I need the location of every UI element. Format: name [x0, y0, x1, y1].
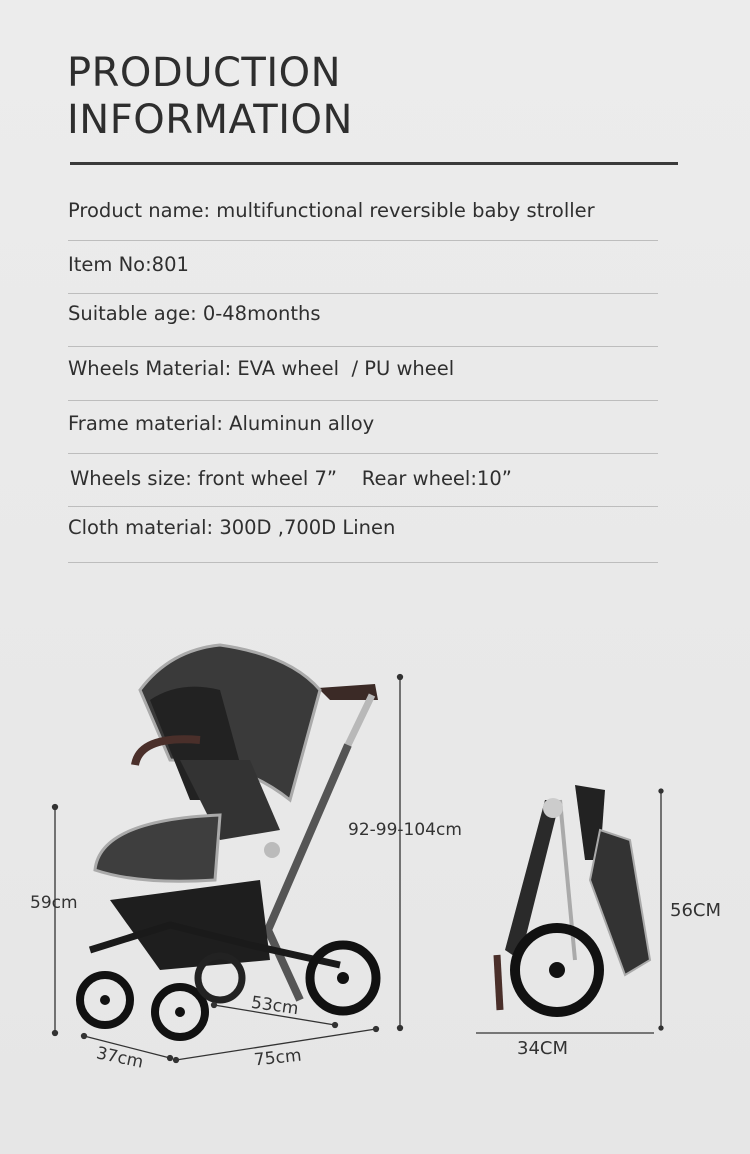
dim-width: 37cm [94, 1043, 146, 1073]
title-line-1: PRODUCTION [67, 50, 342, 96]
dim-folded-height: 56CM [670, 900, 722, 921]
dim-length: 75cm [253, 1045, 303, 1071]
dim-unfolded-height: 92-99-104cm [348, 820, 462, 840]
spec-frame-material: Frame material: Aluminun alloy [68, 412, 658, 454]
dim-folded-width: 34CM [517, 1038, 569, 1059]
title-line-2: INFORMATION [67, 97, 353, 143]
dim-wheel-track: 53cm [249, 992, 300, 1020]
spec-suitable-age: Suitable age: 0-48months [68, 302, 658, 347]
unfolded-stroller [80, 645, 378, 1037]
spec-wheels-size: Wheels size: front wheel 7” Rear wheel:10” [68, 467, 658, 507]
dim-seat-height: 59cm [30, 893, 78, 913]
spec-product-name: Product name: multifunctional reversible baby stroller [68, 199, 658, 241]
spec-cloth-material: Cloth material: 300D ,700D Linen [68, 516, 658, 563]
spec-item-no: Item No:801 [68, 253, 658, 294]
spec-wheels-material: Wheels Material: EVA wheel / PU wheel [68, 357, 658, 401]
folded-stroller [497, 785, 650, 1012]
